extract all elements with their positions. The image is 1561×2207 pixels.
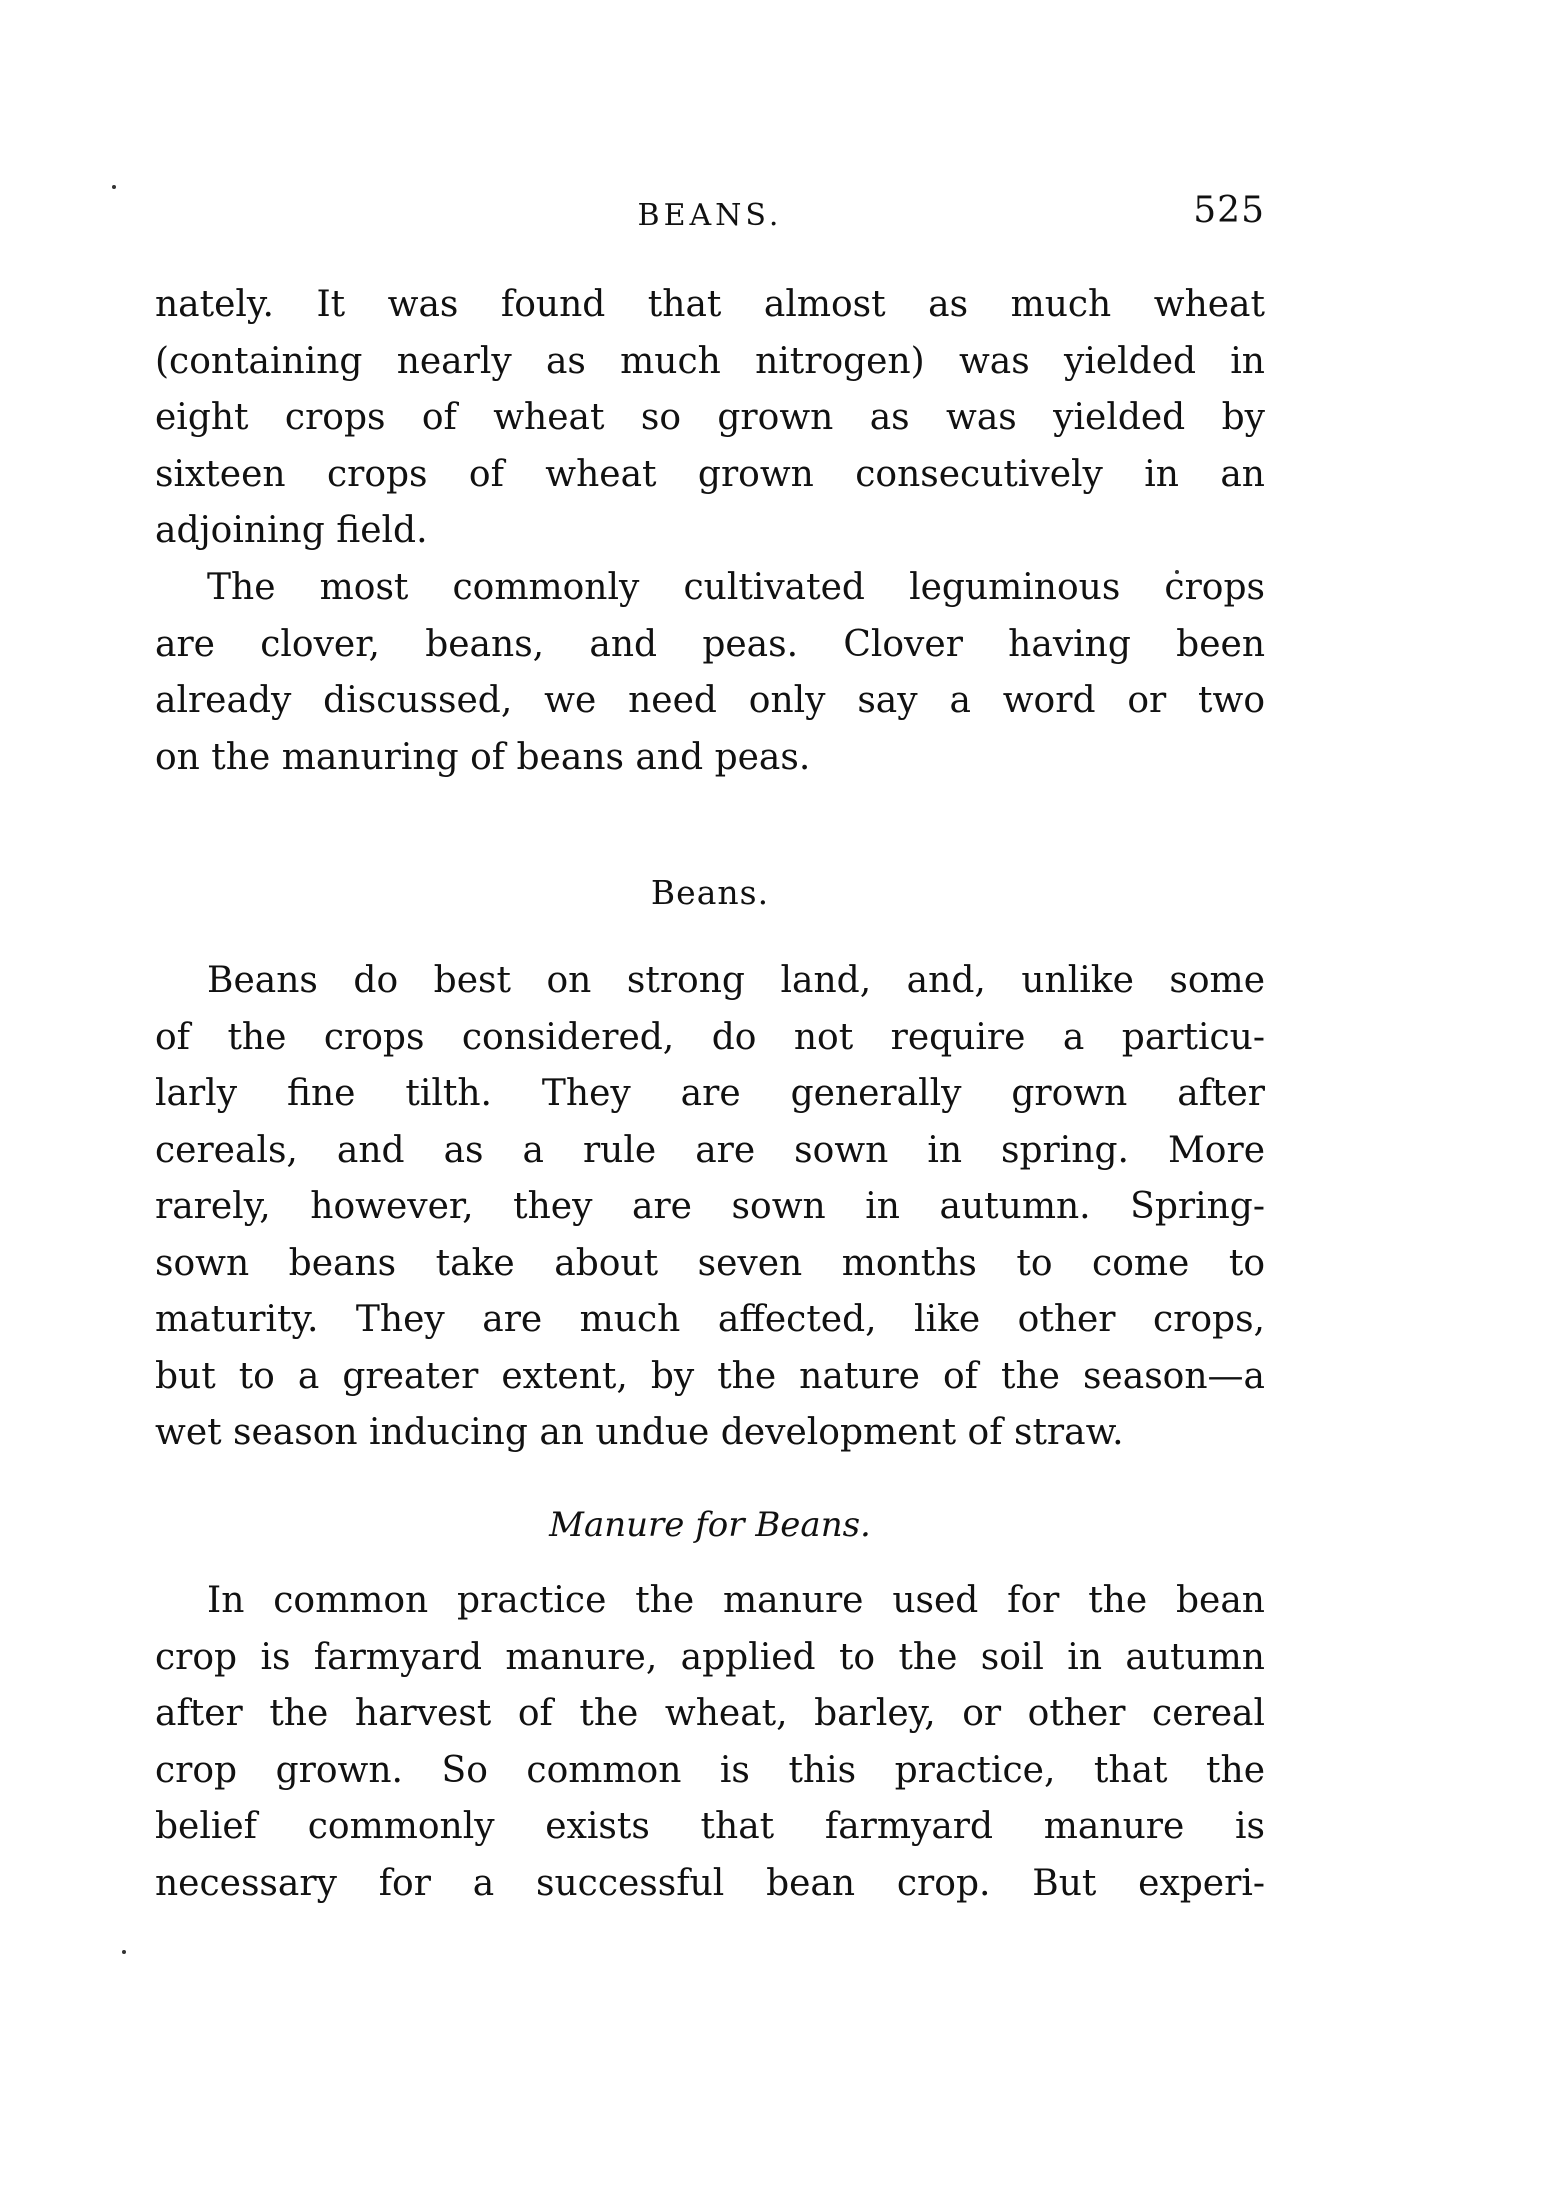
text-line: of the crops considered, do not require a particu- bbox=[155, 1016, 1265, 1058]
text-line: necessary for a successful bean crop. But experi- bbox=[155, 1862, 1265, 1904]
subsection-heading: Manure for Beans. bbox=[549, 1505, 871, 1545]
text-line: belief commonly exists that farmyard manure is bbox=[155, 1806, 1265, 1847]
text-line: on the manuring of beans and peas. bbox=[155, 736, 811, 778]
text-line: larly fine tilth. They are generally grown after bbox=[155, 1073, 1265, 1114]
ink-speck bbox=[122, 1950, 126, 1954]
text-line: wet season inducing an undue development of straw. bbox=[155, 1412, 1124, 1453]
text-line: The most commonly cultivated leguminous crops bbox=[207, 567, 1265, 608]
ink-speck bbox=[112, 185, 116, 189]
text-line: but to a greater extent, by the nature of the season—a bbox=[155, 1355, 1265, 1397]
text-line: nately. It was found that almost as much wheat bbox=[155, 284, 1265, 325]
paragraph-continued bbox=[155, 277, 1265, 560]
section-heading: Beans. bbox=[650, 873, 770, 912]
text-line: already discussed, we need only say a word or two bbox=[155, 680, 1265, 721]
text-line: (containing nearly as much nitrogen) was yielded in bbox=[155, 340, 1265, 382]
paragraph-beans bbox=[155, 953, 1265, 1462]
text-line: cereals, and as a rule are sown in spring. More bbox=[155, 1129, 1265, 1171]
text-line: adjoining field. bbox=[155, 510, 428, 551]
text-line: after the harvest of the wheat, barley, or other cereal bbox=[155, 1693, 1265, 1734]
paragraph-manure-for-beans bbox=[155, 1573, 1265, 1912]
paragraph-leguminous-crops bbox=[155, 560, 1265, 786]
text-line: crop grown. So common is this practice, that the bbox=[155, 1749, 1265, 1791]
text-line: Beans do best on strong land, and, unlike some bbox=[207, 960, 1265, 1001]
text-line: eight crops of wheat so grown as was yielded by bbox=[155, 397, 1265, 438]
page-number: 525 bbox=[1193, 190, 1265, 231]
text-line: rarely, however, they are sown in autumn. Spring- bbox=[155, 1186, 1265, 1227]
running-head bbox=[155, 190, 1265, 240]
text-line: In common practice the manure used for the bean bbox=[207, 1580, 1265, 1621]
text-line: sown beans take about seven months to come to bbox=[155, 1242, 1265, 1284]
text-line: crop is farmyard manure, applied to the soil in autumn bbox=[155, 1636, 1265, 1678]
text-line: maturity. They are much affected, like other crops, bbox=[155, 1299, 1265, 1340]
text-line: sixteen crops of wheat grown consecutively in an bbox=[155, 453, 1265, 495]
text-line: are clover, beans, and peas. Clover having been bbox=[155, 623, 1265, 665]
running-title: BEANS. bbox=[637, 198, 783, 233]
